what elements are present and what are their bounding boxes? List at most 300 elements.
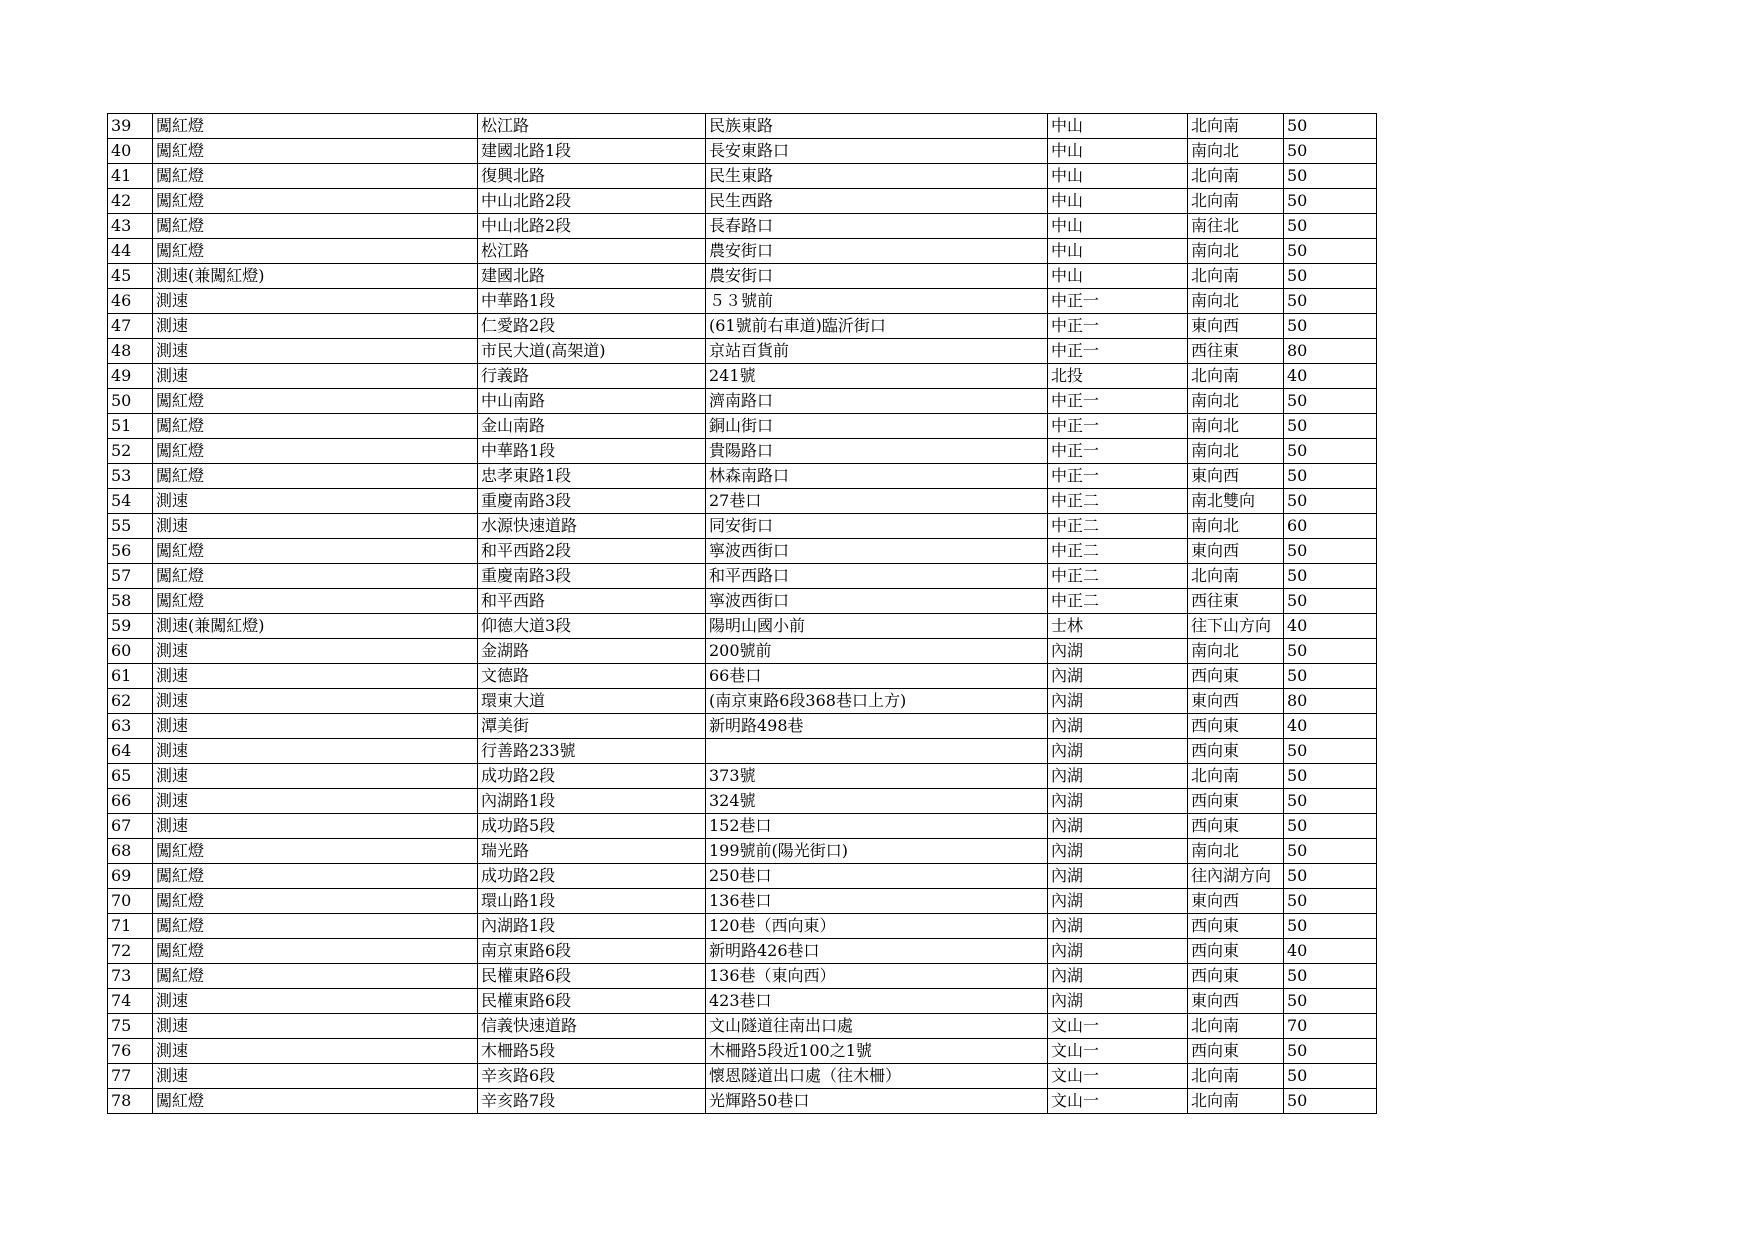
location-cell: (61號前右車道)臨沂街口 <box>706 314 1048 339</box>
location-cell: 民生西路 <box>706 189 1048 214</box>
road-cell: 復興北路 <box>478 164 706 189</box>
road-cell: 和平西路2段 <box>478 539 706 564</box>
speed-limit-cell: 50 <box>1284 439 1377 464</box>
speed-limit-cell: 50 <box>1284 114 1377 139</box>
row-number-cell: 51 <box>108 414 153 439</box>
road-cell: 市民大道(高架道) <box>478 339 706 364</box>
speed-limit-cell: 50 <box>1284 639 1377 664</box>
enforcement-type-cell: 闖紅燈 <box>153 839 478 864</box>
table-row <box>108 814 1377 839</box>
row-number-cell: 71 <box>108 914 153 939</box>
table-row <box>108 364 1377 389</box>
direction-cell: 往內湖方向 <box>1188 864 1284 889</box>
table-row <box>108 539 1377 564</box>
table-row <box>108 289 1377 314</box>
speed-limit-cell: 50 <box>1284 814 1377 839</box>
road-cell: 和平西路 <box>478 589 706 614</box>
speed-limit-cell: 50 <box>1284 539 1377 564</box>
road-cell: 潭美街 <box>478 714 706 739</box>
location-cell: 27巷口 <box>706 489 1048 514</box>
road-cell: 木柵路5段 <box>478 1039 706 1064</box>
road-cell: 中山南路 <box>478 389 706 414</box>
enforcement-type-cell: 測速 <box>153 764 478 789</box>
enforcement-type-cell: 闖紅燈 <box>153 139 478 164</box>
district-cell: 內湖 <box>1048 689 1188 714</box>
road-cell: 瑞光路 <box>478 839 706 864</box>
table-row <box>108 489 1377 514</box>
speed-limit-cell: 50 <box>1284 589 1377 614</box>
district-cell: 內湖 <box>1048 889 1188 914</box>
enforcement-type-cell: 闖紅燈 <box>153 414 478 439</box>
location-cell: 324號 <box>706 789 1048 814</box>
speed-limit-cell: 40 <box>1284 714 1377 739</box>
enforcement-type-cell: 測速 <box>153 814 478 839</box>
enforcement-type-cell: 測速(兼闖紅燈) <box>153 614 478 639</box>
location-cell: 農安街口 <box>706 264 1048 289</box>
location-cell <box>706 739 1048 764</box>
road-cell: 內湖路1段 <box>478 789 706 814</box>
location-cell: 光輝路50巷口 <box>706 1089 1048 1114</box>
speed-limit-cell: 60 <box>1284 514 1377 539</box>
road-cell: 中山北路2段 <box>478 214 706 239</box>
speed-limit-cell: 50 <box>1284 789 1377 814</box>
row-number-cell: 72 <box>108 939 153 964</box>
district-cell: 中正一 <box>1048 339 1188 364</box>
speed-limit-cell: 50 <box>1284 264 1377 289</box>
location-cell: 136巷（東向西） <box>706 964 1048 989</box>
row-number-cell: 53 <box>108 464 153 489</box>
district-cell: 北投 <box>1048 364 1188 389</box>
enforcement-type-cell: 測速 <box>153 1039 478 1064</box>
speed-limit-cell: 50 <box>1284 139 1377 164</box>
direction-cell: 南向北 <box>1188 439 1284 464</box>
road-cell: 南京東路6段 <box>478 939 706 964</box>
row-number-cell: 54 <box>108 489 153 514</box>
road-cell: 松江路 <box>478 114 706 139</box>
row-number-cell: 77 <box>108 1064 153 1089</box>
direction-cell: 西向東 <box>1188 789 1284 814</box>
location-cell: 同安街口 <box>706 514 1048 539</box>
road-cell: 行義路 <box>478 364 706 389</box>
district-cell: 中正二 <box>1048 589 1188 614</box>
table-row <box>108 214 1377 239</box>
enforcement-type-cell: 闖紅燈 <box>153 914 478 939</box>
table-row <box>108 614 1377 639</box>
district-cell: 內湖 <box>1048 639 1188 664</box>
enforcement-type-cell: 闖紅燈 <box>153 939 478 964</box>
table-row <box>108 989 1377 1014</box>
table-row <box>108 664 1377 689</box>
enforcement-type-cell: 闖紅燈 <box>153 114 478 139</box>
location-cell: 銅山街口 <box>706 414 1048 439</box>
direction-cell: 西向東 <box>1188 814 1284 839</box>
location-cell: 136巷口 <box>706 889 1048 914</box>
direction-cell: 往下山方向 <box>1188 614 1284 639</box>
road-cell: 成功路5段 <box>478 814 706 839</box>
road-cell: 建國北路1段 <box>478 139 706 164</box>
row-number-cell: 65 <box>108 764 153 789</box>
speed-limit-cell: 80 <box>1284 689 1377 714</box>
row-number-cell: 56 <box>108 539 153 564</box>
direction-cell: 東向西 <box>1188 314 1284 339</box>
enforcement-type-cell: 測速 <box>153 714 478 739</box>
enforcement-type-cell: 闖紅燈 <box>153 964 478 989</box>
enforcement-type-cell: 測速 <box>153 289 478 314</box>
district-cell: 中正一 <box>1048 289 1188 314</box>
location-cell: 農安街口 <box>706 239 1048 264</box>
direction-cell: 西向東 <box>1188 1039 1284 1064</box>
speed-limit-cell: 50 <box>1284 914 1377 939</box>
district-cell: 中正二 <box>1048 489 1188 514</box>
enforcement-type-cell: 測速 <box>153 339 478 364</box>
district-cell: 中正一 <box>1048 414 1188 439</box>
district-cell: 中山 <box>1048 264 1188 289</box>
direction-cell: 北向南 <box>1188 1014 1284 1039</box>
speed-limit-cell: 50 <box>1284 664 1377 689</box>
direction-cell: 南往北 <box>1188 214 1284 239</box>
district-cell: 內湖 <box>1048 989 1188 1014</box>
district-cell: 中正一 <box>1048 439 1188 464</box>
row-number-cell: 70 <box>108 889 153 914</box>
district-cell: 內湖 <box>1048 839 1188 864</box>
row-number-cell: 73 <box>108 964 153 989</box>
speed-limit-cell: 40 <box>1284 364 1377 389</box>
row-number-cell: 41 <box>108 164 153 189</box>
speed-limit-cell: 50 <box>1284 289 1377 314</box>
enforcement-type-cell: 測速 <box>153 1064 478 1089</box>
district-cell: 中正一 <box>1048 389 1188 414</box>
row-number-cell: 59 <box>108 614 153 639</box>
location-cell: ５３號前 <box>706 289 1048 314</box>
table-body <box>108 114 1377 1114</box>
direction-cell: 東向西 <box>1188 464 1284 489</box>
table-row <box>108 114 1377 139</box>
row-number-cell: 69 <box>108 864 153 889</box>
table-row <box>108 839 1377 864</box>
table-row <box>108 939 1377 964</box>
speed-limit-cell: 50 <box>1284 414 1377 439</box>
direction-cell: 西向東 <box>1188 714 1284 739</box>
speed-limit-cell: 50 <box>1284 964 1377 989</box>
table-row <box>108 414 1377 439</box>
road-cell: 仰德大道3段 <box>478 614 706 639</box>
direction-cell: 南北雙向 <box>1188 489 1284 514</box>
road-cell: 中華路1段 <box>478 439 706 464</box>
direction-cell: 南向北 <box>1188 389 1284 414</box>
location-cell: 文山隧道往南出口處 <box>706 1014 1048 1039</box>
enforcement-type-cell: 闖紅燈 <box>153 164 478 189</box>
row-number-cell: 75 <box>108 1014 153 1039</box>
direction-cell: 北向南 <box>1188 114 1284 139</box>
district-cell: 內湖 <box>1048 664 1188 689</box>
district-cell: 內湖 <box>1048 739 1188 764</box>
direction-cell: 南向北 <box>1188 239 1284 264</box>
direction-cell: 東向西 <box>1188 539 1284 564</box>
road-cell: 忠孝東路1段 <box>478 464 706 489</box>
district-cell: 內湖 <box>1048 964 1188 989</box>
direction-cell: 東向西 <box>1188 889 1284 914</box>
table-row <box>108 589 1377 614</box>
road-cell: 重慶南路3段 <box>478 564 706 589</box>
row-number-cell: 55 <box>108 514 153 539</box>
enforcement-type-cell: 闖紅燈 <box>153 439 478 464</box>
speed-limit-cell: 80 <box>1284 339 1377 364</box>
table-row <box>108 714 1377 739</box>
row-number-cell: 60 <box>108 639 153 664</box>
row-number-cell: 50 <box>108 389 153 414</box>
district-cell: 中山 <box>1048 189 1188 214</box>
road-cell: 中山北路2段 <box>478 189 706 214</box>
direction-cell: 南向北 <box>1188 514 1284 539</box>
speed-limit-cell: 50 <box>1284 1064 1377 1089</box>
table-row <box>108 1089 1377 1114</box>
table-row <box>108 739 1377 764</box>
district-cell: 文山一 <box>1048 1014 1188 1039</box>
road-cell: 行善路233號 <box>478 739 706 764</box>
district-cell: 文山一 <box>1048 1064 1188 1089</box>
enforcement-type-cell: 測速 <box>153 489 478 514</box>
location-cell: 152巷口 <box>706 814 1048 839</box>
row-number-cell: 48 <box>108 339 153 364</box>
direction-cell: 西往東 <box>1188 339 1284 364</box>
enforcement-type-cell: 闖紅燈 <box>153 1089 478 1114</box>
row-number-cell: 52 <box>108 439 153 464</box>
location-cell: 423巷口 <box>706 989 1048 1014</box>
enforcement-type-cell: 測速 <box>153 364 478 389</box>
location-cell: 寧波西街口 <box>706 589 1048 614</box>
district-cell: 內湖 <box>1048 864 1188 889</box>
enforcement-type-cell: 測速 <box>153 689 478 714</box>
table-row <box>108 789 1377 814</box>
district-cell: 文山一 <box>1048 1039 1188 1064</box>
enforcement-type-cell: 闖紅燈 <box>153 539 478 564</box>
enforcement-type-cell: 闖紅燈 <box>153 589 478 614</box>
road-cell: 環山路1段 <box>478 889 706 914</box>
district-cell: 中山 <box>1048 239 1188 264</box>
location-cell: (南京東路6段368巷口上方) <box>706 689 1048 714</box>
location-cell: 陽明山國小前 <box>706 614 1048 639</box>
direction-cell: 北向南 <box>1188 764 1284 789</box>
row-number-cell: 58 <box>108 589 153 614</box>
direction-cell: 北向南 <box>1188 189 1284 214</box>
direction-cell: 西往東 <box>1188 589 1284 614</box>
row-number-cell: 74 <box>108 989 153 1014</box>
district-cell: 中山 <box>1048 139 1188 164</box>
direction-cell: 西向東 <box>1188 739 1284 764</box>
road-cell: 民權東路6段 <box>478 989 706 1014</box>
speed-limit-cell: 50 <box>1284 189 1377 214</box>
row-number-cell: 40 <box>108 139 153 164</box>
enforcement-type-cell: 測速 <box>153 989 478 1014</box>
row-number-cell: 47 <box>108 314 153 339</box>
speed-limit-cell: 50 <box>1284 214 1377 239</box>
location-cell: 貴陽路口 <box>706 439 1048 464</box>
direction-cell: 南向北 <box>1188 139 1284 164</box>
speed-limit-cell: 50 <box>1284 489 1377 514</box>
speed-limit-cell: 70 <box>1284 1014 1377 1039</box>
direction-cell: 東向西 <box>1188 989 1284 1014</box>
row-number-cell: 49 <box>108 364 153 389</box>
location-cell: 200號前 <box>706 639 1048 664</box>
table-row <box>108 464 1377 489</box>
enforcement-type-cell: 測速 <box>153 664 478 689</box>
direction-cell: 北向南 <box>1188 1064 1284 1089</box>
table-row <box>108 389 1377 414</box>
row-number-cell: 76 <box>108 1039 153 1064</box>
district-cell: 內湖 <box>1048 814 1188 839</box>
table-row <box>108 164 1377 189</box>
district-cell: 文山一 <box>1048 1089 1188 1114</box>
row-number-cell: 61 <box>108 664 153 689</box>
location-cell: 京站百貨前 <box>706 339 1048 364</box>
enforcement-type-cell: 測速 <box>153 514 478 539</box>
enforcement-type-cell: 測速 <box>153 314 478 339</box>
speed-limit-cell: 50 <box>1284 389 1377 414</box>
table-row <box>108 239 1377 264</box>
road-cell: 建國北路 <box>478 264 706 289</box>
location-cell: 寧波西街口 <box>706 539 1048 564</box>
district-cell: 內湖 <box>1048 714 1188 739</box>
location-cell: 66巷口 <box>706 664 1048 689</box>
direction-cell: 南向北 <box>1188 639 1284 664</box>
district-cell: 內湖 <box>1048 914 1188 939</box>
district-cell: 中山 <box>1048 164 1188 189</box>
location-cell: 濟南路口 <box>706 389 1048 414</box>
speed-limit-cell: 50 <box>1284 864 1377 889</box>
speed-limit-cell: 50 <box>1284 764 1377 789</box>
road-cell: 辛亥路6段 <box>478 1064 706 1089</box>
enforcement-type-cell: 測速 <box>153 639 478 664</box>
table-row <box>108 439 1377 464</box>
enforcement-type-cell: 闖紅燈 <box>153 864 478 889</box>
location-cell: 林森南路口 <box>706 464 1048 489</box>
road-cell: 辛亥路7段 <box>478 1089 706 1114</box>
row-number-cell: 62 <box>108 689 153 714</box>
row-number-cell: 64 <box>108 739 153 764</box>
location-cell: 長安東路口 <box>706 139 1048 164</box>
direction-cell: 北向南 <box>1188 364 1284 389</box>
location-cell: 373號 <box>706 764 1048 789</box>
road-cell: 中華路1段 <box>478 289 706 314</box>
direction-cell: 北向南 <box>1188 164 1284 189</box>
row-number-cell: 57 <box>108 564 153 589</box>
direction-cell: 西向東 <box>1188 964 1284 989</box>
speed-limit-cell: 50 <box>1284 314 1377 339</box>
location-cell: 長春路口 <box>706 214 1048 239</box>
row-number-cell: 42 <box>108 189 153 214</box>
speed-limit-cell: 50 <box>1284 164 1377 189</box>
table-row <box>108 189 1377 214</box>
road-cell: 重慶南路3段 <box>478 489 706 514</box>
location-cell: 木柵路5段近100之1號 <box>706 1039 1048 1064</box>
speed-limit-cell: 50 <box>1284 739 1377 764</box>
table-row <box>108 514 1377 539</box>
enforcement-type-cell: 測速 <box>153 739 478 764</box>
speed-limit-cell: 50 <box>1284 564 1377 589</box>
table-row <box>108 1039 1377 1064</box>
district-cell: 中正二 <box>1048 514 1188 539</box>
direction-cell: 北向南 <box>1188 264 1284 289</box>
location-cell: 新明路498巷 <box>706 714 1048 739</box>
direction-cell: 西向東 <box>1188 664 1284 689</box>
road-cell: 內湖路1段 <box>478 914 706 939</box>
location-cell: 120巷（西向東） <box>706 914 1048 939</box>
location-cell: 民生東路 <box>706 164 1048 189</box>
speed-limit-cell: 50 <box>1284 1089 1377 1114</box>
table-row <box>108 914 1377 939</box>
direction-cell: 西向東 <box>1188 939 1284 964</box>
enforcement-type-cell: 闖紅燈 <box>153 214 478 239</box>
direction-cell: 北向南 <box>1188 1089 1284 1114</box>
table-row <box>108 864 1377 889</box>
enforcement-type-cell: 測速 <box>153 1014 478 1039</box>
table-row <box>108 764 1377 789</box>
district-cell: 中正二 <box>1048 564 1188 589</box>
district-cell: 中正一 <box>1048 314 1188 339</box>
enforcement-type-cell: 測速 <box>153 789 478 814</box>
row-number-cell: 66 <box>108 789 153 814</box>
row-number-cell: 44 <box>108 239 153 264</box>
district-cell: 中山 <box>1048 214 1188 239</box>
speed-limit-cell: 40 <box>1284 939 1377 964</box>
district-cell: 士林 <box>1048 614 1188 639</box>
road-cell: 民權東路6段 <box>478 964 706 989</box>
direction-cell: 北向南 <box>1188 564 1284 589</box>
speed-limit-cell: 50 <box>1284 839 1377 864</box>
direction-cell: 南向北 <box>1188 839 1284 864</box>
speed-limit-cell: 50 <box>1284 889 1377 914</box>
table-row <box>108 1064 1377 1089</box>
enforcement-type-cell: 闖紅燈 <box>153 464 478 489</box>
district-cell: 中正一 <box>1048 464 1188 489</box>
direction-cell: 南向北 <box>1188 414 1284 439</box>
direction-cell: 東向西 <box>1188 689 1284 714</box>
table-row <box>108 314 1377 339</box>
location-cell: 民族東路 <box>706 114 1048 139</box>
camera-location-table <box>107 113 1377 1114</box>
enforcement-type-cell: 闖紅燈 <box>153 889 478 914</box>
location-cell: 新明路426巷口 <box>706 939 1048 964</box>
speed-limit-cell: 40 <box>1284 614 1377 639</box>
district-cell: 中正二 <box>1048 539 1188 564</box>
enforcement-type-cell: 闖紅燈 <box>153 564 478 589</box>
district-cell: 內湖 <box>1048 789 1188 814</box>
road-cell: 松江路 <box>478 239 706 264</box>
table-row <box>108 1014 1377 1039</box>
speed-limit-cell: 50 <box>1284 989 1377 1014</box>
table-row <box>108 264 1377 289</box>
road-cell: 水源快速道路 <box>478 514 706 539</box>
road-cell: 成功路2段 <box>478 764 706 789</box>
road-cell: 金山南路 <box>478 414 706 439</box>
row-number-cell: 78 <box>108 1089 153 1114</box>
location-cell: 250巷口 <box>706 864 1048 889</box>
row-number-cell: 39 <box>108 114 153 139</box>
enforcement-type-cell: 闖紅燈 <box>153 239 478 264</box>
enforcement-type-cell: 測速(兼闖紅燈) <box>153 264 478 289</box>
direction-cell: 南向北 <box>1188 289 1284 314</box>
table-row <box>108 139 1377 164</box>
table-row <box>108 339 1377 364</box>
table-row <box>108 889 1377 914</box>
district-cell: 中山 <box>1048 114 1188 139</box>
row-number-cell: 46 <box>108 289 153 314</box>
row-number-cell: 63 <box>108 714 153 739</box>
road-cell: 金湖路 <box>478 639 706 664</box>
road-cell: 文德路 <box>478 664 706 689</box>
table-row <box>108 564 1377 589</box>
table-row <box>108 964 1377 989</box>
